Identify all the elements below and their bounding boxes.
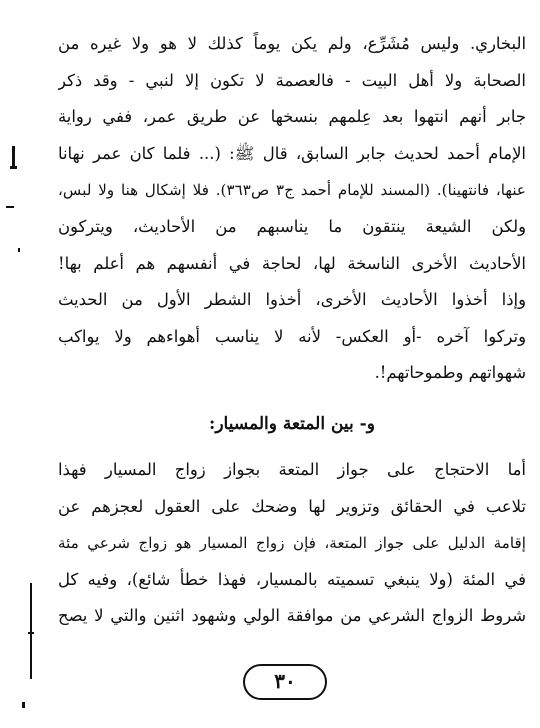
text-line: الإمام أحمد لحديث جابر السابق، قال ﷺ: (... فلما كان عمر نهانا xyxy=(58,143,526,163)
margin-scan-mark xyxy=(12,146,15,168)
margin-scan-mark xyxy=(28,632,34,634)
margin-scan-mark xyxy=(30,583,32,679)
text-line: الصحابة ولا أهل البيت - فالعصمة لا تكون إلا لنبي - وقد ذكر xyxy=(58,70,526,90)
margin-scan-mark xyxy=(6,206,14,208)
margin-scan-mark xyxy=(10,166,17,169)
text-line: في المئة (ولا ينبغي تسميته بالمسيار، فهذا خطأ شائع)، وفيه كل xyxy=(58,569,526,589)
text-line: وتركوا آخره -أو العكس- لأنه لا يناسب أهواءهم ولا يواكب xyxy=(58,326,526,346)
section-heading: و- بين المتعة والمسيار: xyxy=(209,414,375,434)
paragraph-2 xyxy=(58,452,526,635)
page-number: ٣٠ xyxy=(243,664,327,700)
text-line: الأحاديث الأخرى الناسخة لها، لحاجة في أنفسهم هم أعلم بها! xyxy=(58,253,526,273)
text-line: إقامة الدليل على جواز المتعة، فإن زواج المسيار هو زواج شرعي مئة xyxy=(58,534,526,553)
text-line: شهواتهم وطموحاتهم!. xyxy=(374,363,526,383)
text-line: وإذا أخذوا الأحاديث الأخرى، أخذوا الشطر الأول من الحديث xyxy=(58,290,526,310)
paragraph-1 xyxy=(58,26,526,392)
text-line: ولكن الشيعة ينتقون ما يناسبهم من الأحاديث، ويتركون xyxy=(58,216,526,236)
text-line: أما الاحتجاج على جواز المتعة بجواز زواج المسيار فهذا xyxy=(58,460,526,479)
text-line: جابر أنهم انتهوا بعد عِلمهم بنسخها عن طريق عمر، ففي رواية xyxy=(58,107,526,127)
text-line: البخاري. وليس مُشَرِّع، ولم يكن يوماً كذلك لا هو ولا غيره من xyxy=(58,34,526,53)
text-line: تلاعب في الحقائق وتزوير لها وضحك على العقول لعجزهم عن xyxy=(58,496,526,516)
margin-scan-mark xyxy=(18,248,20,252)
text-line: عنها، فانتهينا). (المسند للإمام أحمد ج٣ ص٣٦٣). فلا إشكال هنا ولا لبس، xyxy=(58,181,526,200)
text-line: شروط الزواج الشرعي من موافقة الولي وشهود اثنين والتي لا يصح xyxy=(58,606,526,626)
margin-scan-mark xyxy=(22,702,25,708)
